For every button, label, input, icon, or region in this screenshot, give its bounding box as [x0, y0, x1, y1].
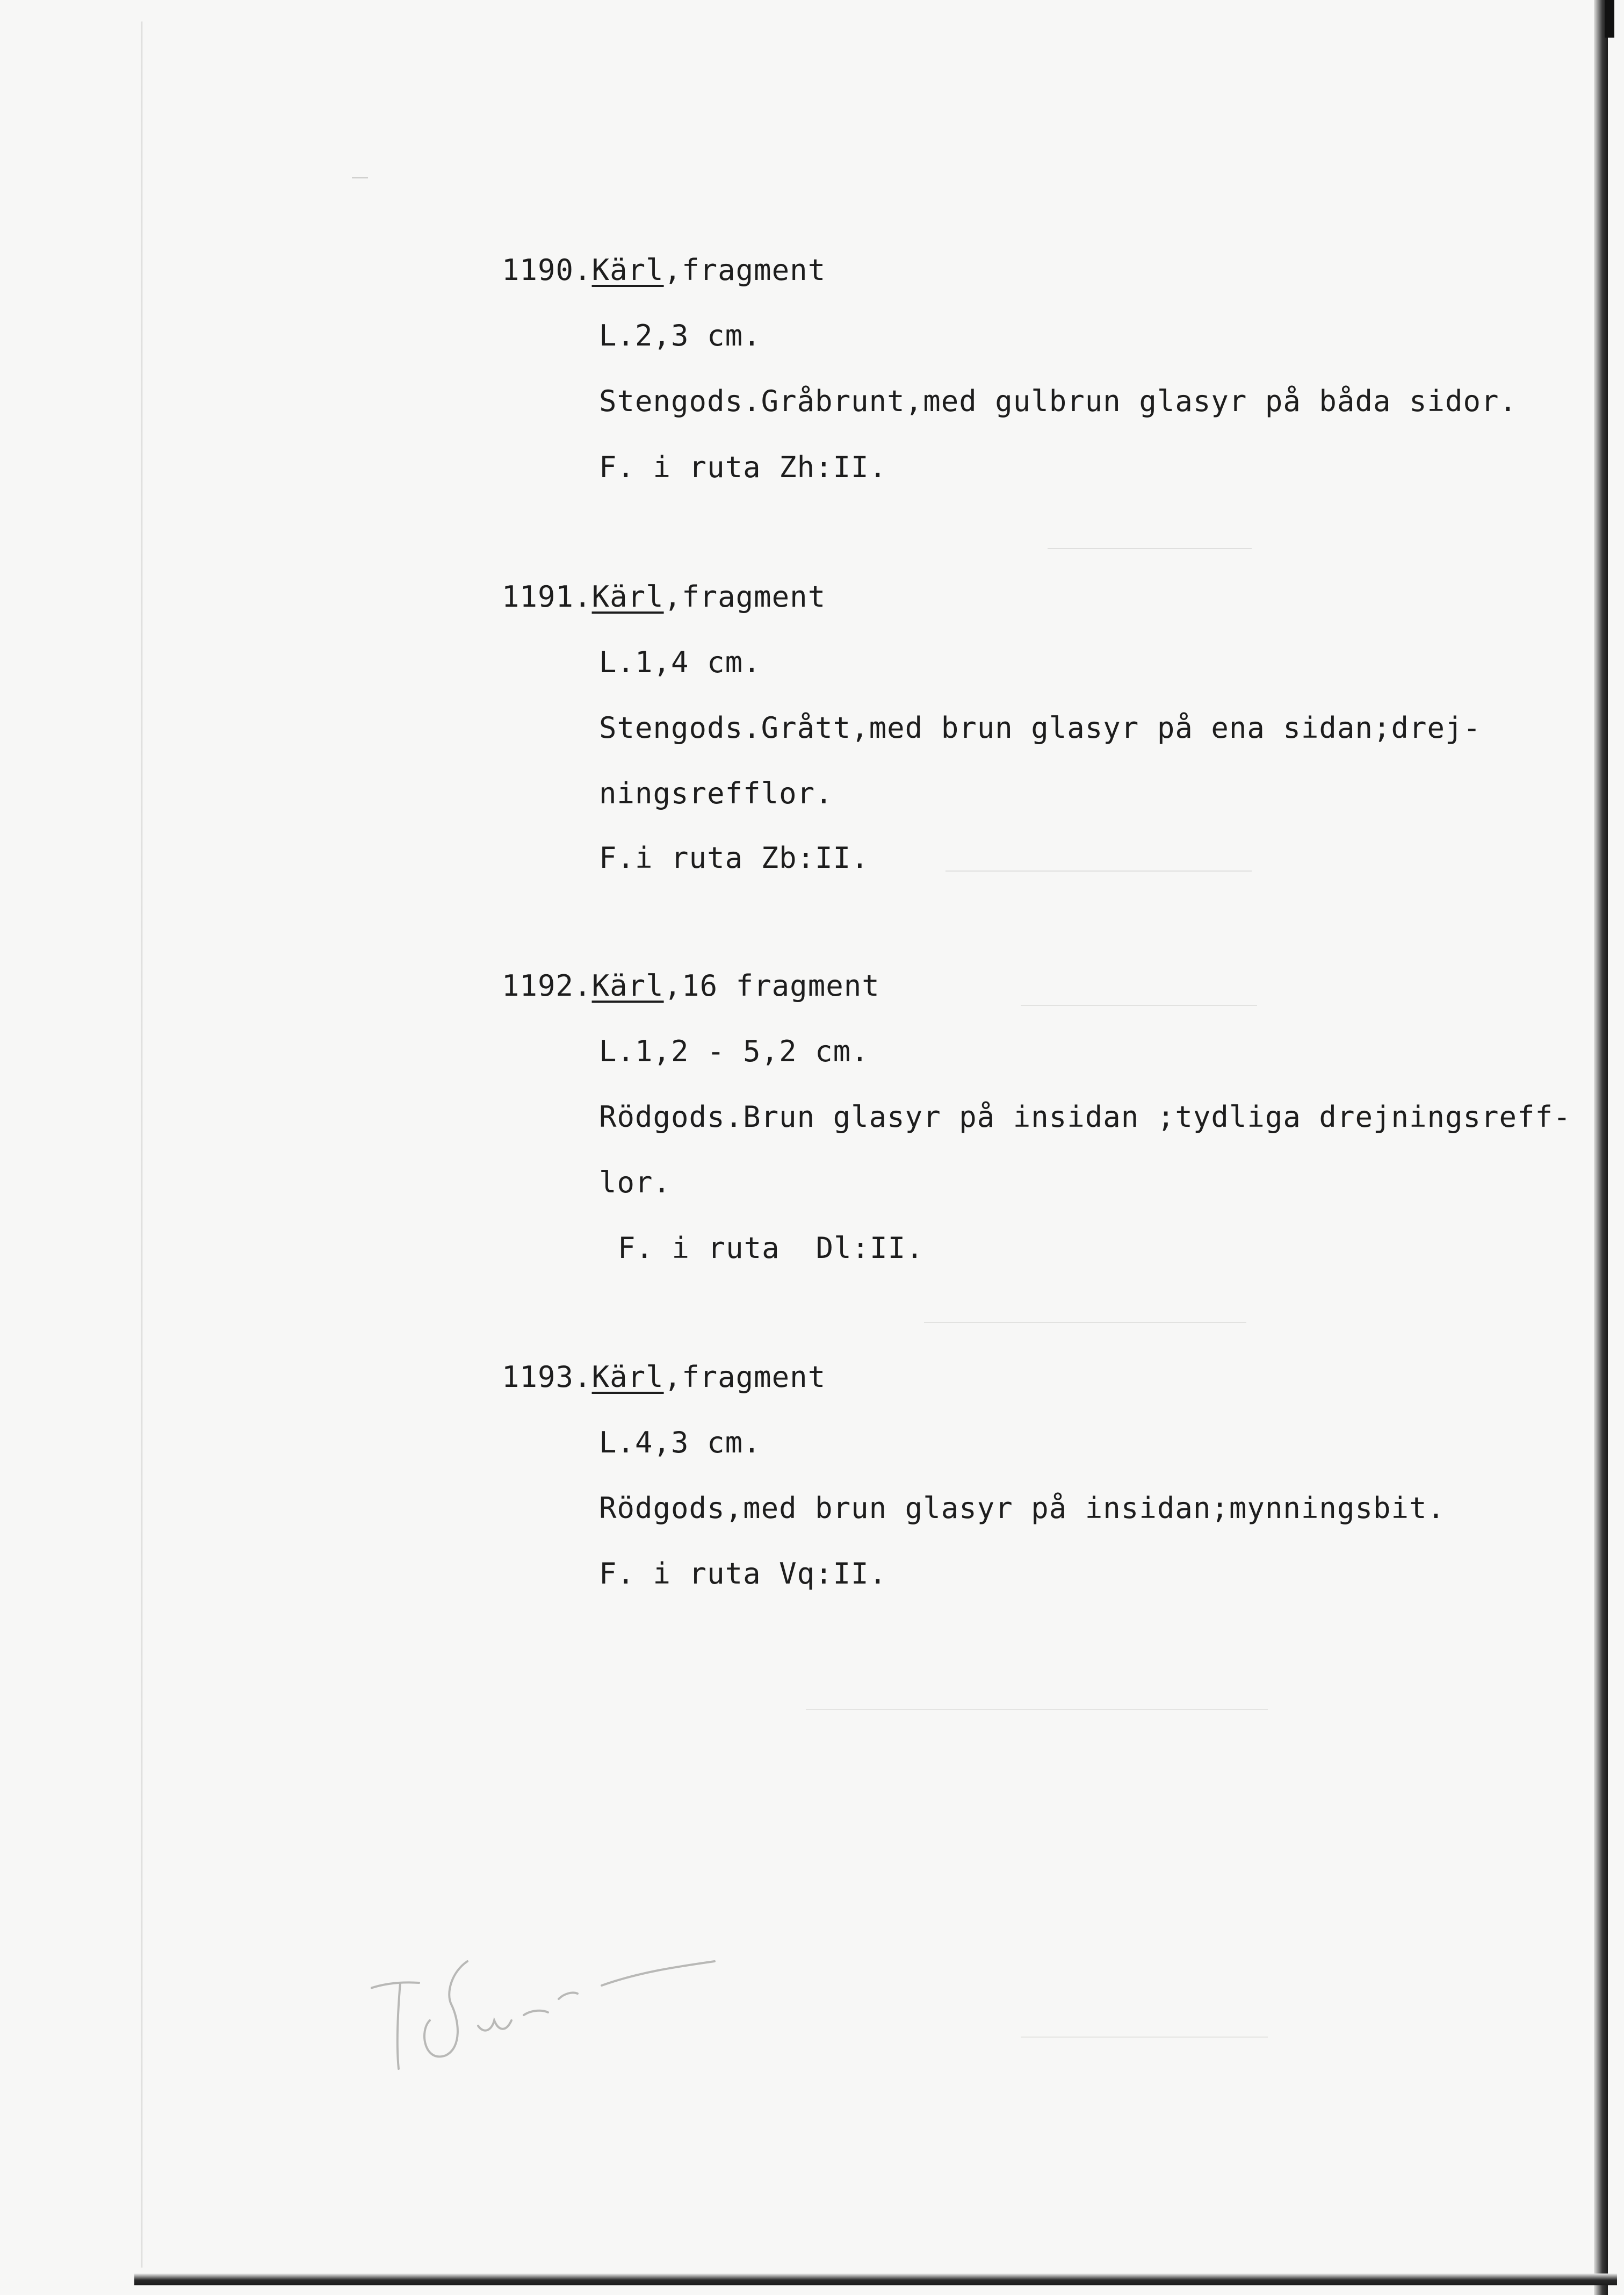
entry-length: L.1,2 - 5,2 cm. [599, 1034, 869, 1068]
entry-findspot: F.i ruta Zb:II. [599, 841, 869, 875]
entry-title-rest: ,16 fragment [663, 969, 880, 1003]
entry-heading: 1191.Kärl,fragment [502, 580, 826, 614]
entry-description-cont: ningsrefflor. [599, 776, 833, 810]
entry-findspot: F. i ruta Dl:II. [618, 1231, 924, 1265]
page-edge-bottom [134, 2274, 1617, 2285]
entry-length: L.1,4 cm. [599, 645, 761, 679]
page-edge-left [141, 21, 143, 2268]
entry-number: 1190 [502, 253, 574, 287]
entry-description: Rödgods.Brun glasyr på insidan ;tydliga drejningsreff- [599, 1100, 1571, 1134]
entry-length: L.2,3 cm. [599, 319, 761, 352]
page-edge-right-notch [1605, 0, 1614, 38]
entry-heading: 1190.Kärl,fragment [502, 253, 826, 287]
entry-number: 1193 [502, 1360, 574, 1394]
entry-title: Kärl [591, 1360, 664, 1394]
entry-title: Kärl [591, 969, 664, 1003]
entry-description: Stengods.Grått,med brun glasyr på ena sidan;drej- [599, 711, 1482, 745]
entry-length: L.4,3 cm. [599, 1426, 761, 1459]
entry-heading: 1192.Kärl,16 fragment [502, 969, 880, 1003]
entry-heading: 1193.Kärl,fragment [502, 1360, 826, 1394]
entry-title-rest: ,fragment [663, 1360, 826, 1394]
entry-description: Stengods.Gråbrunt,med gulbrun glasyr på båda sidor. [599, 384, 1518, 418]
entry-title-rest: ,fragment [663, 253, 826, 287]
pencil-signature [371, 1940, 779, 2096]
entry-number: 1192 [502, 969, 574, 1003]
page-edge-right [1594, 0, 1608, 2295]
entry-title: Kärl [591, 253, 664, 287]
entry-description-cont: lor. [599, 1166, 672, 1199]
entry-title: Kärl [591, 580, 664, 614]
entry-findspot: F. i ruta Zh:II. [599, 450, 887, 484]
entry-title-rest: ,fragment [663, 580, 826, 614]
entry-description: Rödgods,med brun glasyr på insidan;mynningsbit. [599, 1491, 1446, 1525]
entry-number: 1191 [502, 580, 574, 614]
entry-findspot: F. i ruta Vq:II. [599, 1557, 887, 1591]
